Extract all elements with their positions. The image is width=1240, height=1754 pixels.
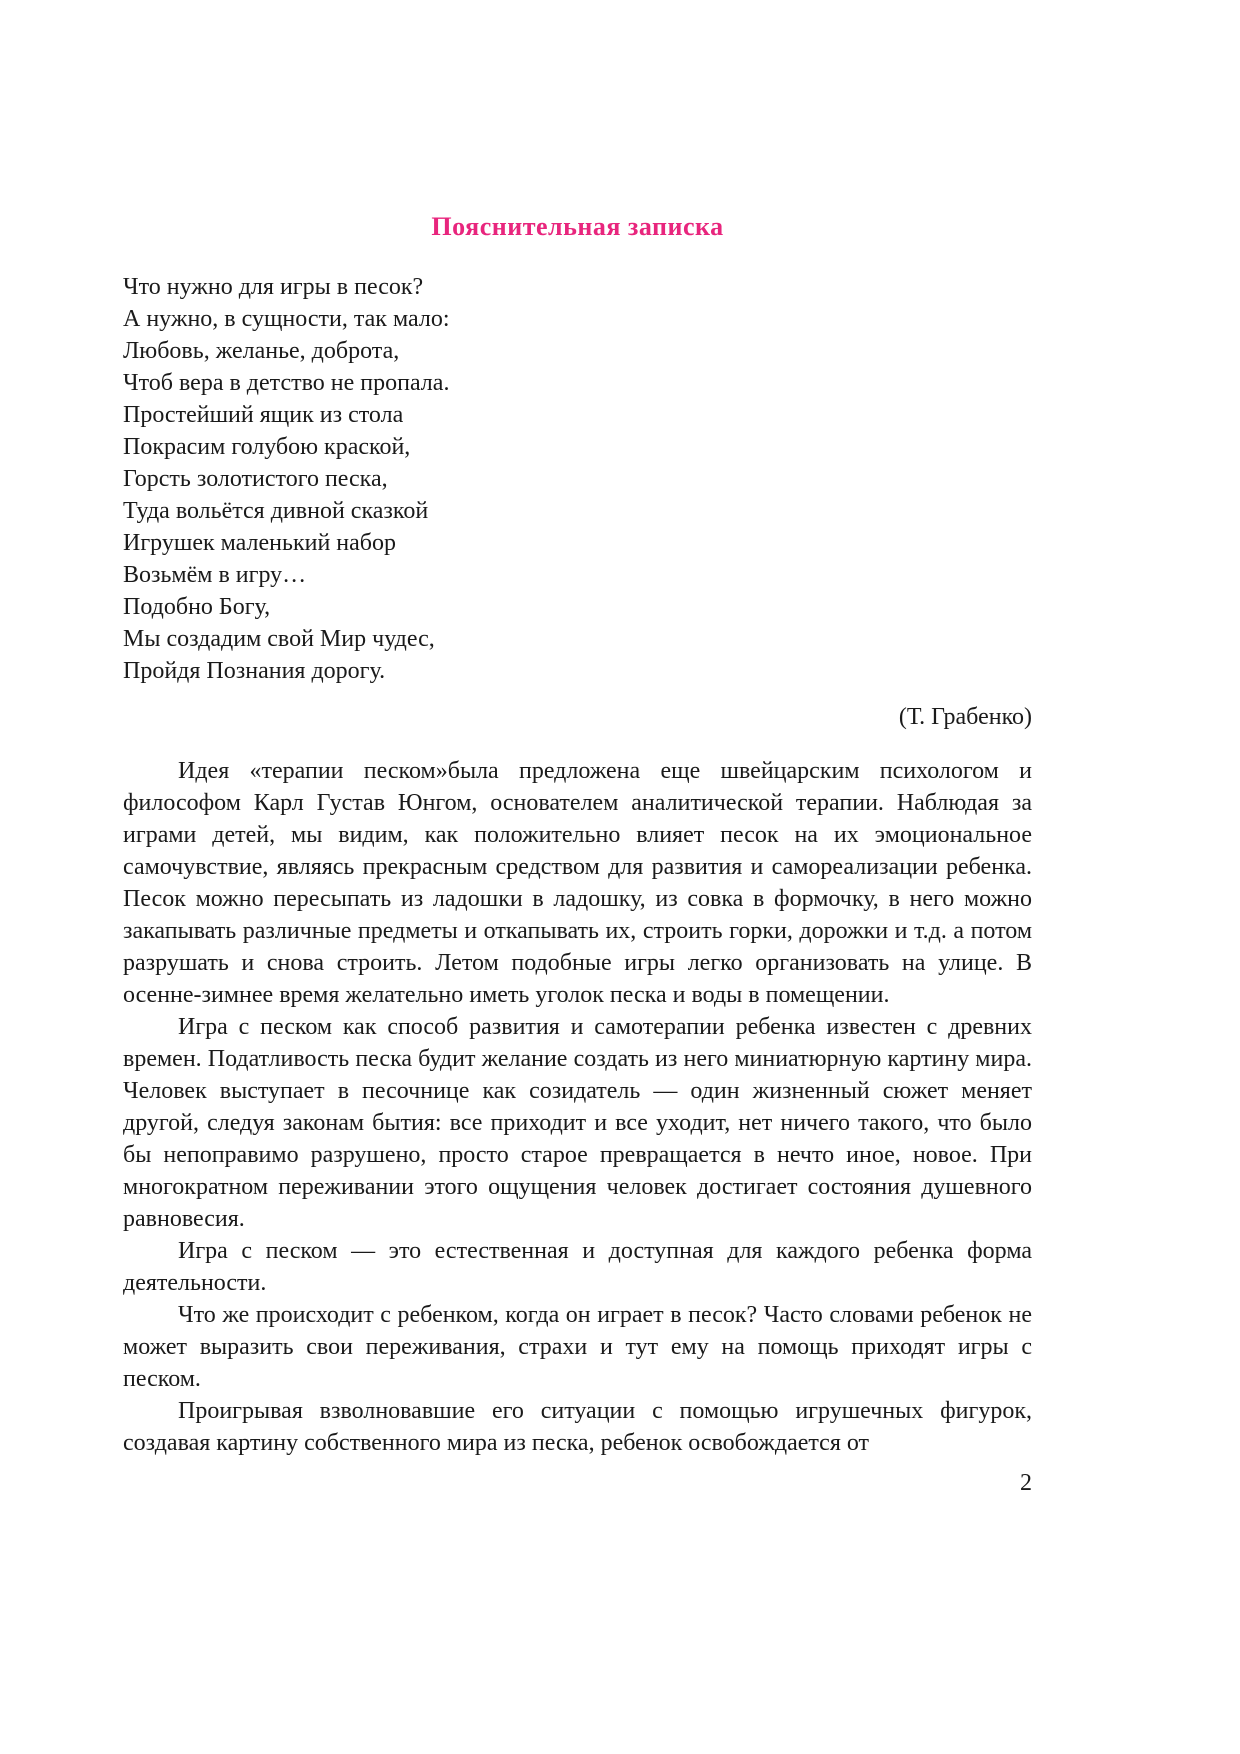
poem-line: Мы создадим свой Мир чудес, <box>123 626 435 652</box>
paragraph: Что же происходит с ребенком, когда он играет в песок? Часто словами ребенок не может выразить свои переживания, страхи и тут ему на помощь приходят игры с песком. <box>123 1302 1032 1392</box>
poem <box>123 271 1032 687</box>
poem-line: Что нужно для игры в песок? <box>123 274 424 300</box>
paragraph: Игра с песком — это естественная и доступная для каждого ребенка форма деятельности. <box>123 1238 1032 1296</box>
poem-line: Покрасим голубою краской, <box>123 434 411 460</box>
poem-attribution: (Т. Грабенко) <box>898 704 1032 730</box>
poem-line: Пройдя Познания дорогу. <box>123 658 386 684</box>
paragraph: Проигрывая взволновавшие его ситуации с помощью игрушечных фигурок, создавая картину собственного мира из песка, ребенок освобождается от <box>123 1398 1032 1456</box>
body-text <box>123 755 1032 1459</box>
poem-line: Чтоб вера в детство не пропала. <box>123 370 450 396</box>
poem-line: А нужно, в сущности, так мало: <box>123 306 450 332</box>
page-number: 2 <box>1020 1470 1032 1496</box>
poem-line: Туда вольётся дивной сказкой <box>123 498 429 524</box>
poem-line: Возьмём в игру… <box>123 562 307 588</box>
poem-line: Любовь, желанье, доброта, <box>123 338 400 364</box>
paragraph: Идея «терапии песком»была предложена еще швейцарским психологом и философом Карл Густав Юнгом, основателем аналитической терапии. Наблюдая за играми детей, мы видим, как положительно влияет песок на их эмоциональное самочувствие, являясь прекрасным средством для развития и самореализации ребенка. Песок можно пересыпать из ладошки в ладошку, из совка в формочку, в него можно закапывать различные предметы и откапывать их, строить горки, дорожки и т.д. а потом разрушать и снова строить. Летом подобные игры легко организовать на улице. В осенне-зимнее время желательно иметь уголок песка и воды в помещении. <box>123 758 1032 1008</box>
poem-line: Простейший ящик из стола <box>123 402 404 428</box>
poem-line: Игрушек маленький набор <box>123 530 397 556</box>
poem-line: Подобно Богу, <box>123 594 271 620</box>
paragraph: Игра с песком как способ развития и самотерапии ребенка известен с древних времен. Податливость песка будит желание создать из него миниатюрную картину мира. Человек выступает в песочнице как созидатель — один жизненный сюжет меняет другой, следуя законам бытия: все приходит и все уходит, нет ничего такого, что было бы непоправимо разрушено, просто старое превращается в нечто иное, новое. При многократном переживании этого ощущения человек достигает состояния душевного равновесия. <box>123 1014 1032 1232</box>
poem-line: Горсть золотистого песка, <box>123 466 388 492</box>
page-title: Пояснительная записка <box>431 212 724 241</box>
